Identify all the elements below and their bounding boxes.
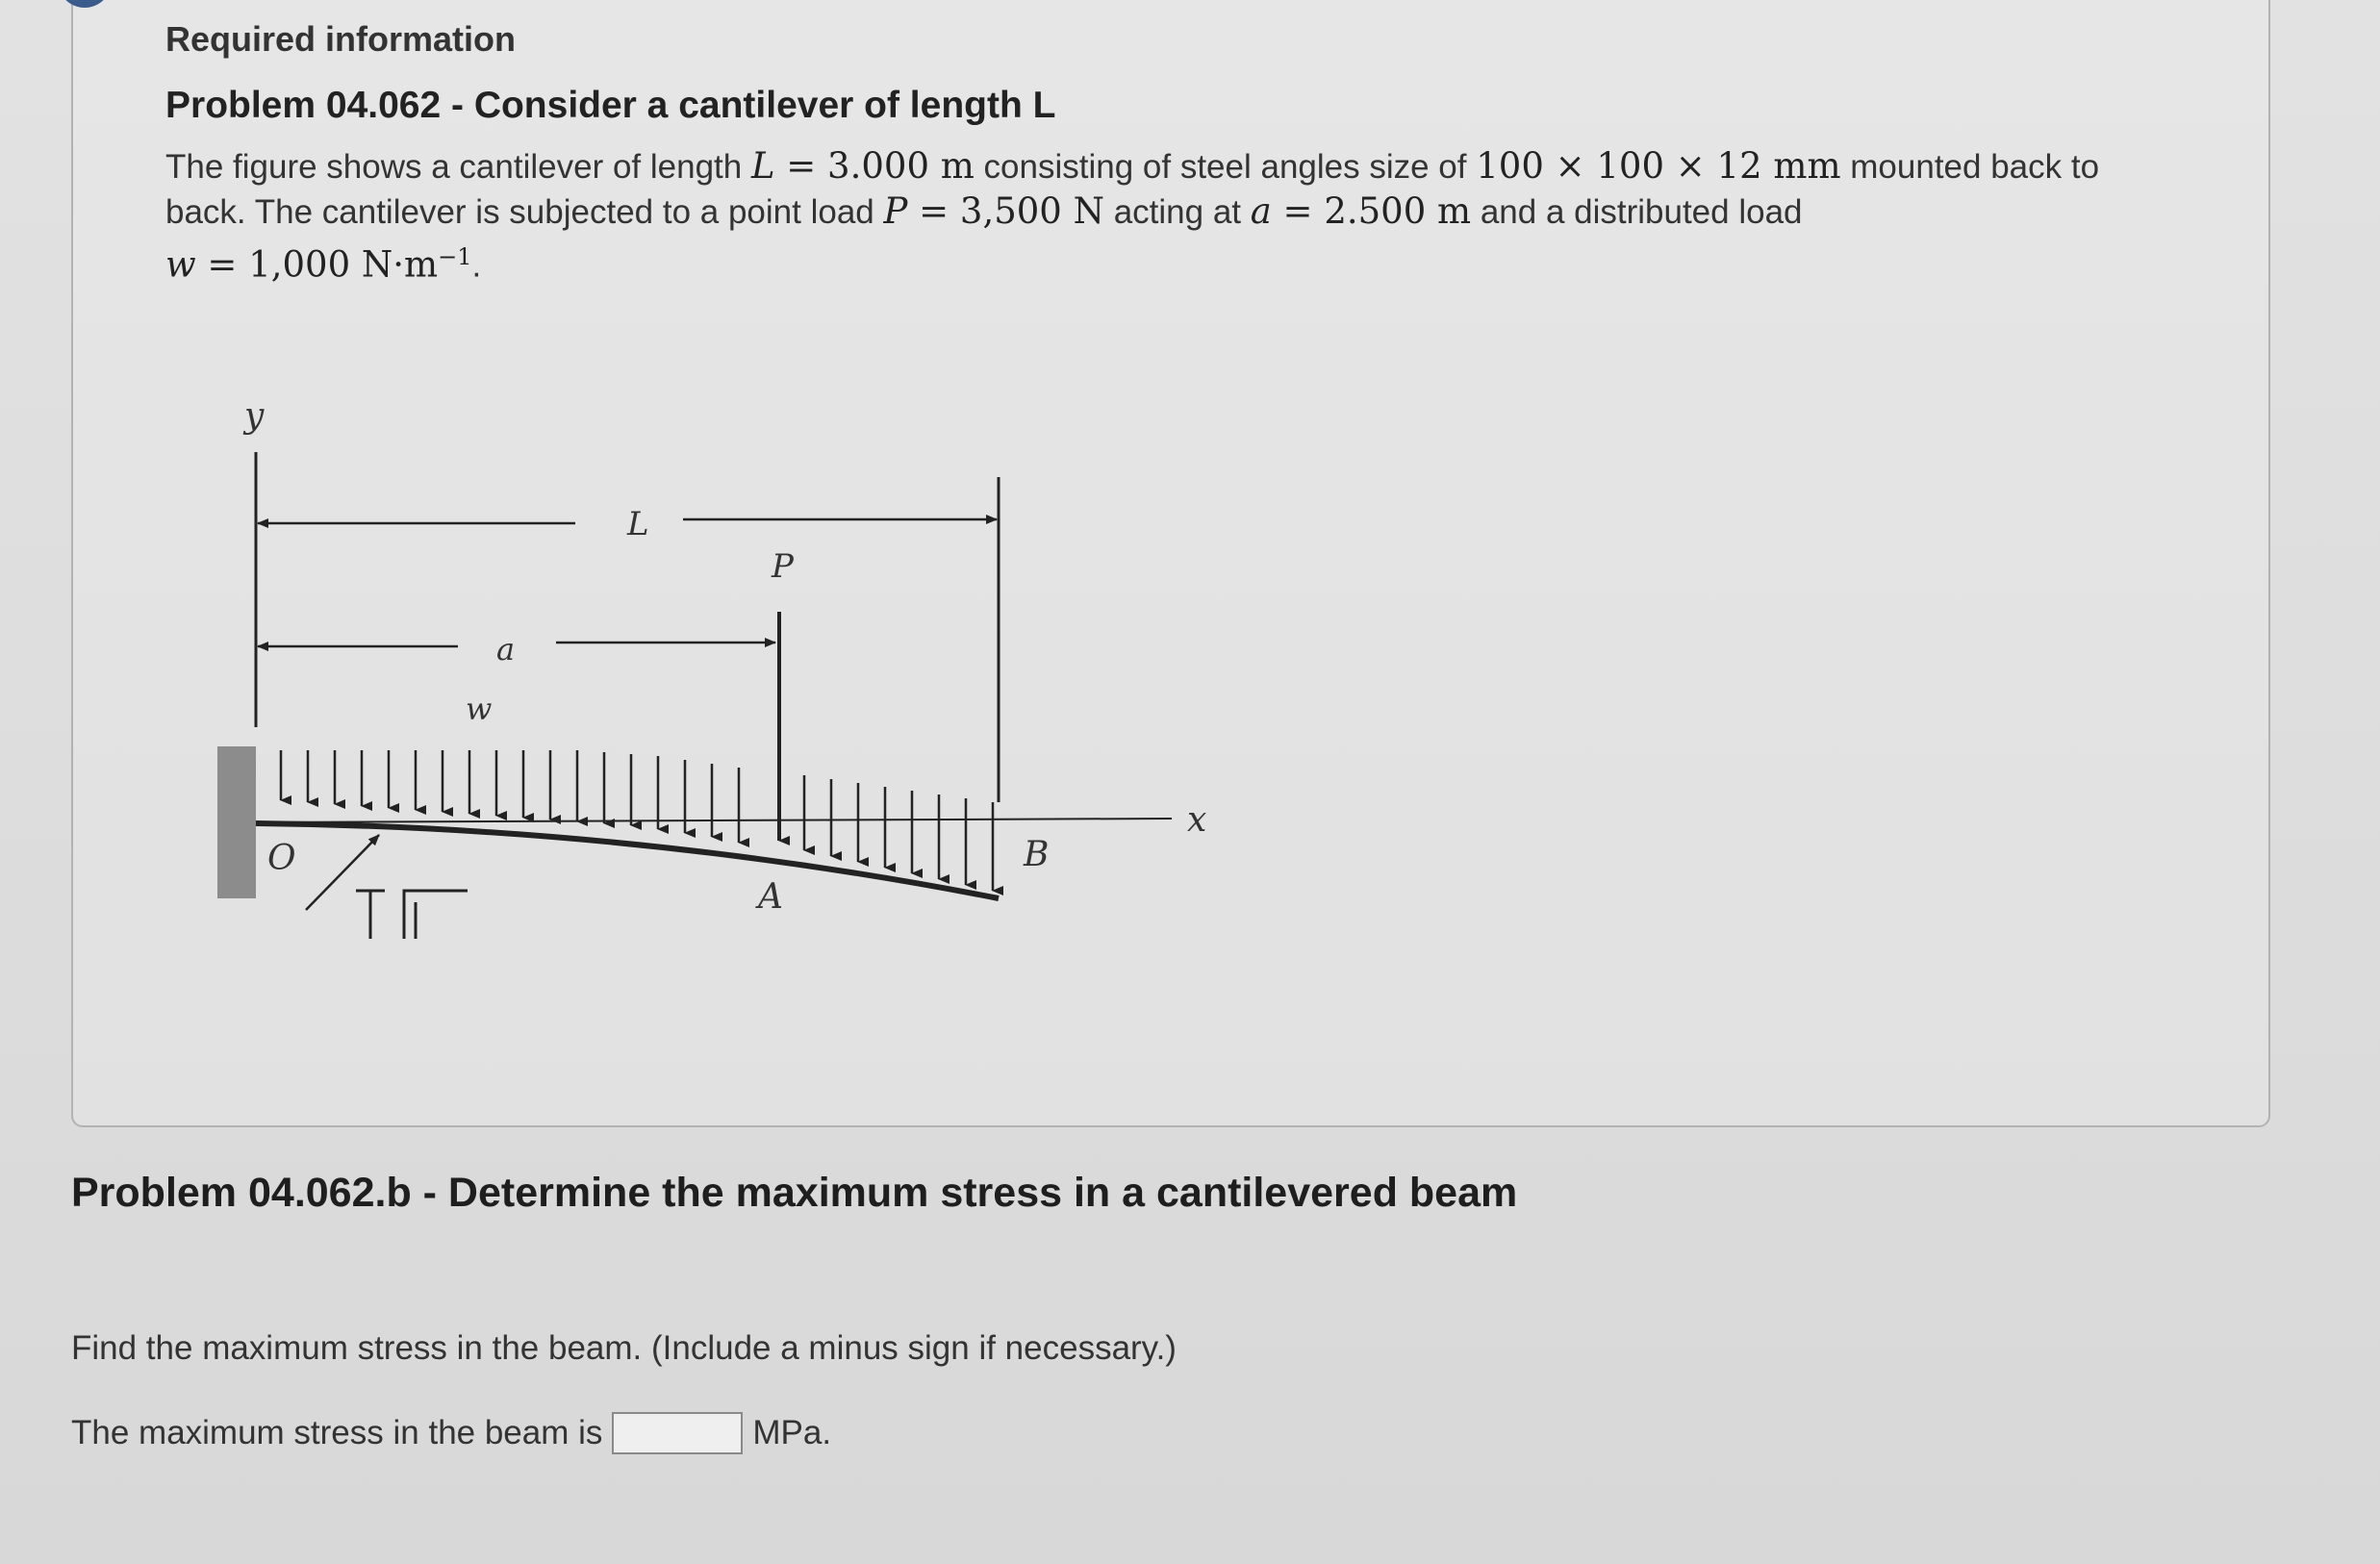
required-info-heading: Required information bbox=[165, 19, 517, 59]
statement-text: mounted back to back. The cantilever is subjected to a point load bbox=[165, 148, 2100, 231]
label-w: w bbox=[466, 691, 493, 727]
x-axis bbox=[256, 819, 1172, 822]
part-b-title: Problem 04.062.b - Determine the maximum stress in a cantilevered beam bbox=[71, 1170, 1518, 1216]
distance-symbol: a bbox=[1250, 190, 1272, 232]
length-symbol: L bbox=[750, 145, 775, 187]
angle-size-value: 100 × 100 × 12 mm bbox=[1476, 145, 1841, 187]
max-stress-input[interactable] bbox=[612, 1412, 743, 1454]
load-symbol: P bbox=[883, 190, 908, 232]
label-x: x bbox=[1187, 800, 1207, 840]
label-A: A bbox=[758, 877, 783, 917]
answer-prefix: The maximum stress in the beam is bbox=[71, 1414, 603, 1451]
problem-statement bbox=[165, 144, 2147, 289]
statement-text: acting at bbox=[1103, 193, 1251, 231]
distance-value: = 2.500 m bbox=[1271, 190, 1472, 232]
distributed-load-exponent: −1 bbox=[438, 243, 472, 270]
answer-row bbox=[71, 1412, 831, 1454]
statement-text: The figure shows a cantilever of length bbox=[165, 148, 751, 186]
label-L: L bbox=[627, 505, 649, 543]
load-value: = 3,500 N bbox=[907, 190, 1104, 232]
distributed-load-symbol: w bbox=[165, 243, 196, 286]
statement-text: consisting of steel angles size of bbox=[974, 148, 1477, 186]
cantilever-figure bbox=[192, 385, 1251, 962]
length-value: = 3.000 m bbox=[774, 145, 975, 187]
section-pointer-arrow bbox=[306, 835, 379, 910]
wall-support bbox=[217, 746, 256, 898]
problem-title: Problem 04.062 - Consider a cantilever of length L bbox=[165, 85, 1056, 126]
angle-section-symbol bbox=[356, 891, 468, 939]
deflected-beam bbox=[256, 823, 999, 898]
label-a: a bbox=[496, 631, 516, 668]
distributed-load-value: = 1,000 N·m bbox=[195, 243, 439, 286]
label-B: B bbox=[1024, 835, 1050, 874]
label-O: O bbox=[267, 839, 296, 878]
label-y: y bbox=[244, 396, 265, 436]
answer-unit: MPa. bbox=[752, 1414, 832, 1451]
statement-text: . bbox=[471, 246, 482, 285]
question-text: Find the maximum stress in the beam. (Include a minus sign if necessary.) bbox=[71, 1329, 1177, 1367]
label-P: P bbox=[772, 547, 794, 586]
statement-text: and a distributed load bbox=[1471, 193, 1803, 231]
